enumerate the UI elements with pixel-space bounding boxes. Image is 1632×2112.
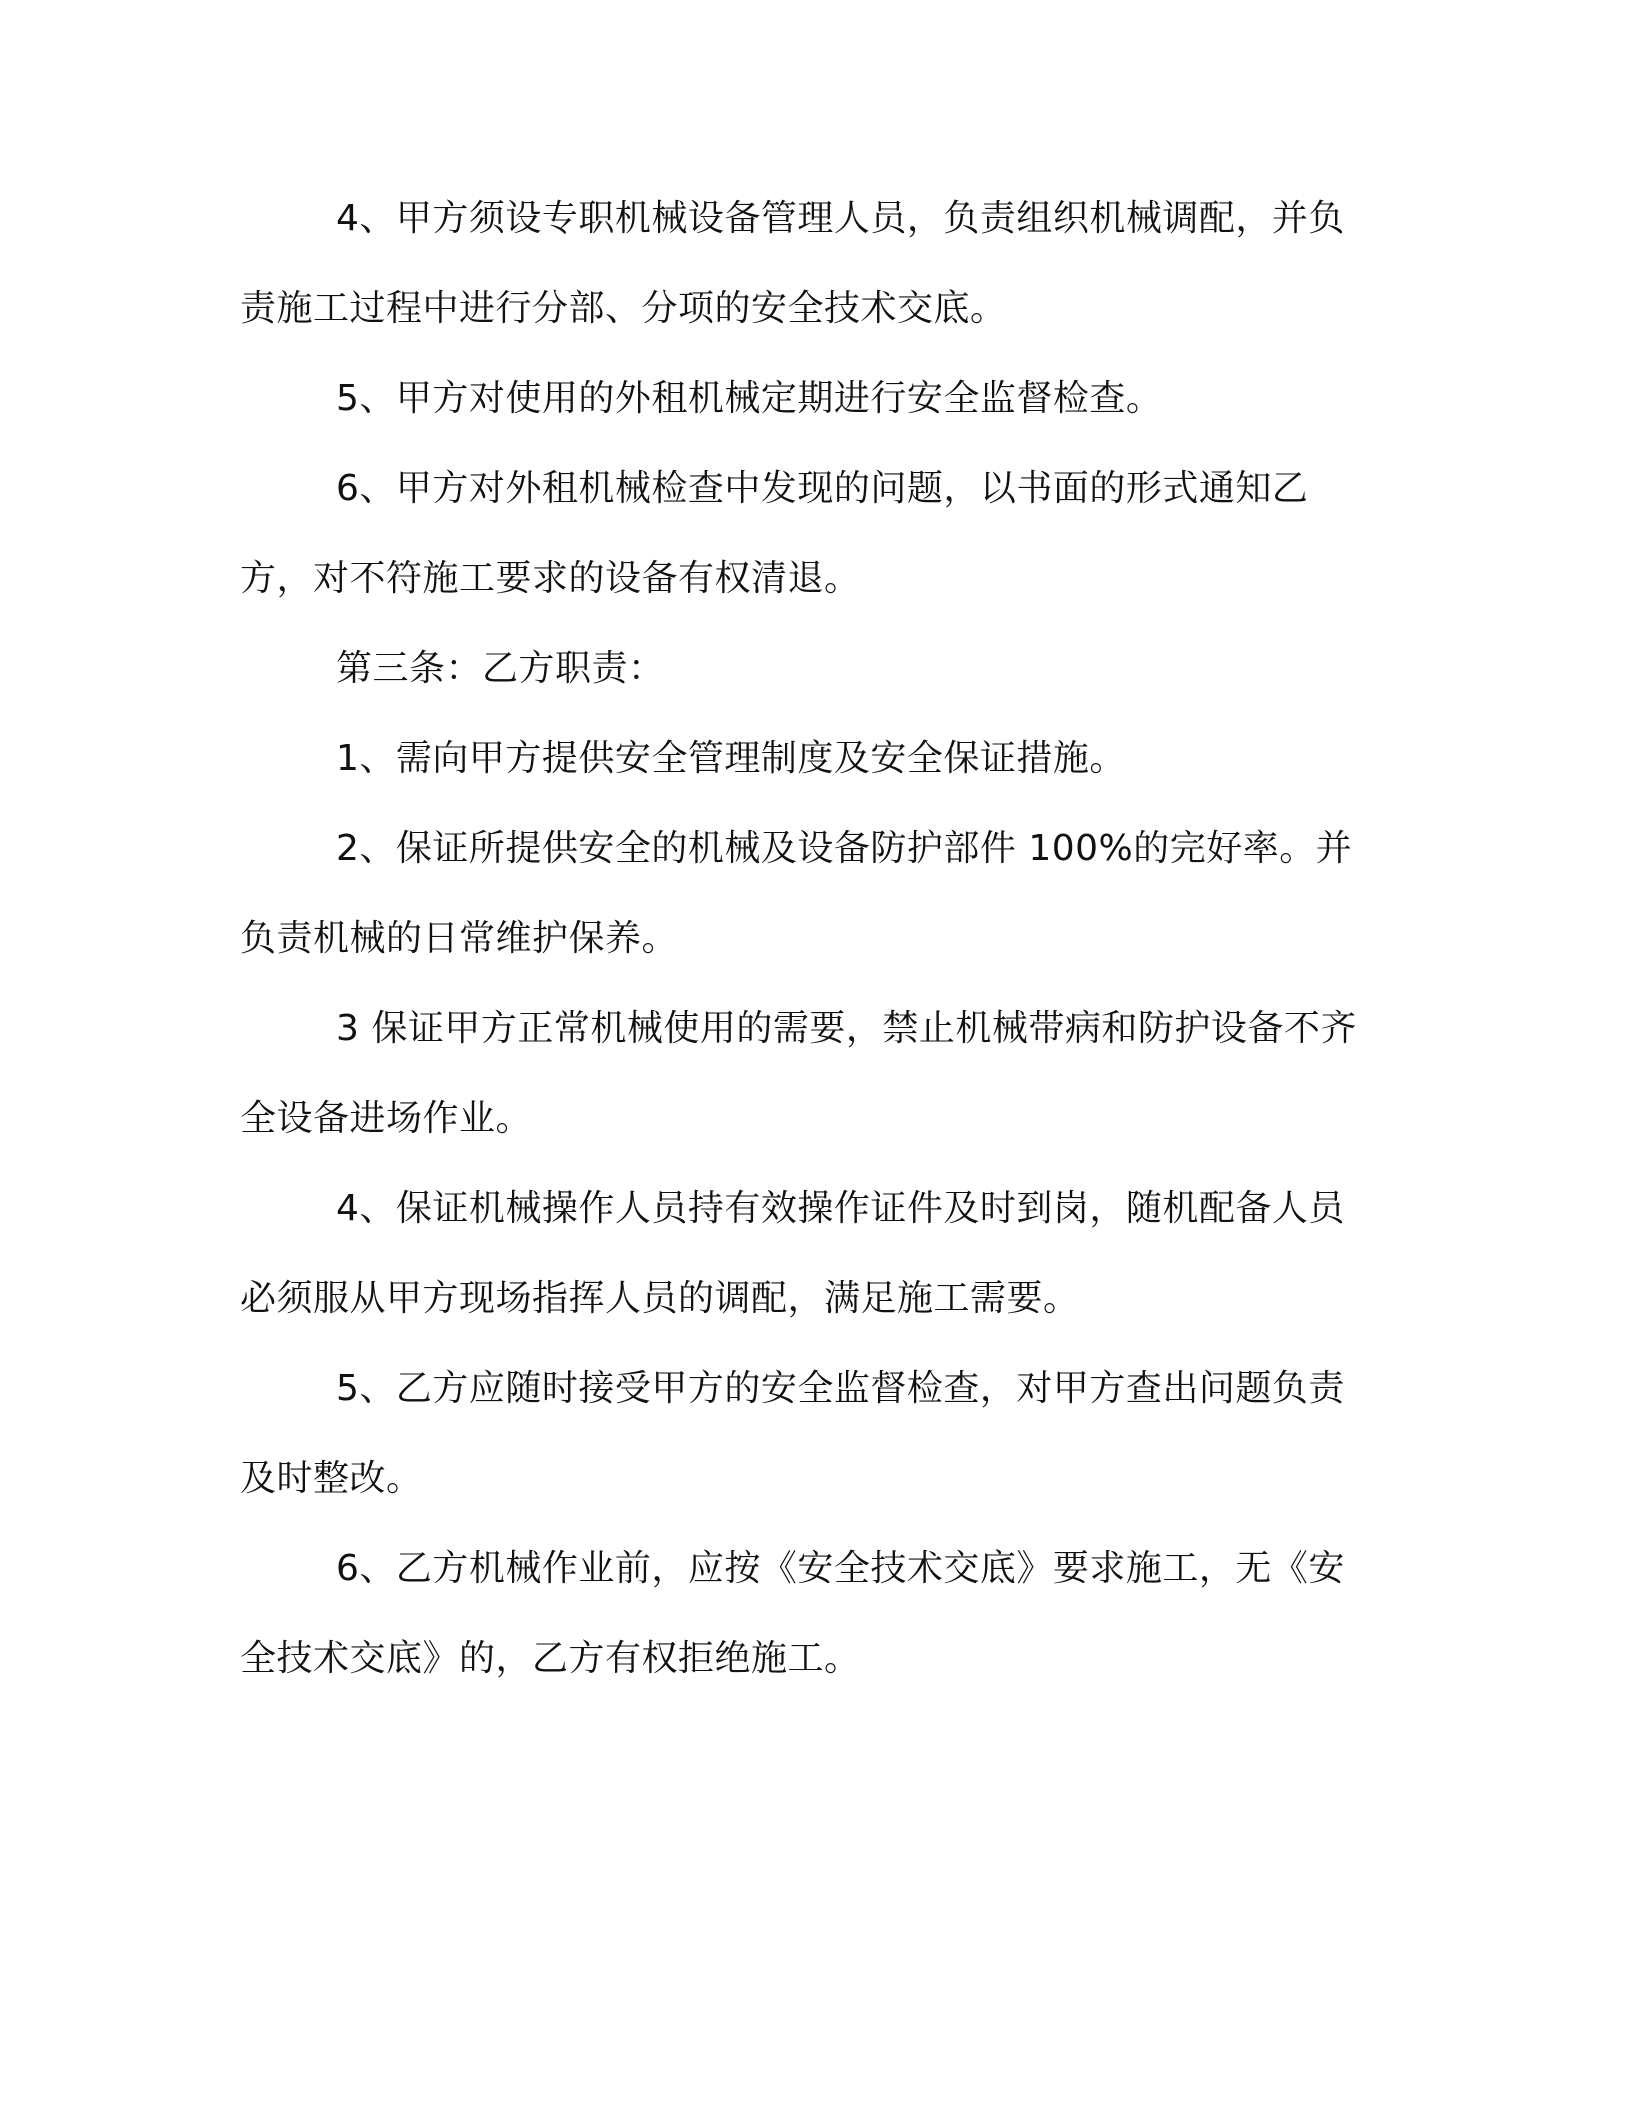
paragraph-party-b-item-6: 6、乙方机械作业前，应按《安全技术交底》要求施工，无《安全技术交底》的，乙方有权拒绝施工。 bbox=[240, 1548, 1345, 1679]
paragraph-party-b-item-5: 5、乙方应随时接受甲方的安全监督检查，对甲方查出问题负责及时整改。 bbox=[240, 1368, 1345, 1499]
paragraph-party-b-item-2: 2、保证所提供安全的机械及设备防护部件 100%的完好率。并负责机械的日常维护保养。 bbox=[240, 828, 1353, 959]
section-heading-article-3: 第三条：乙方职责： bbox=[336, 648, 665, 689]
paragraph-party-b-item-3: 3 保证甲方正常机械使用的需要，禁止机械带病和防护设备不齐全设备进场作业。 bbox=[240, 1008, 1357, 1139]
paragraph-party-b-item-4: 4、保证机械操作人员持有效操作证件及时到岗，随机配备人员必须服从甲方现场指挥人员的调配，满足施工需要。 bbox=[240, 1188, 1345, 1319]
paragraph-party-a-item-6: 6、甲方对外租机械检查中发现的问题，以书面的形式通知乙方，对不符施工要求的设备有权清退。 bbox=[240, 468, 1309, 599]
document-page bbox=[240, 0, 1390, 2112]
paragraph-party-b-item-1: 1、需向甲方提供安全管理制度及安全保证措施。 bbox=[336, 738, 1126, 779]
paragraph-party-a-item-4: 4、甲方须设专职机械设备管理人员，负责组织机械调配，并负责施工过程中进行分部、分项的安全技术交底。 bbox=[240, 198, 1345, 329]
paragraph-party-a-item-5: 5、甲方对使用的外租机械定期进行安全监督检查。 bbox=[336, 378, 1163, 419]
